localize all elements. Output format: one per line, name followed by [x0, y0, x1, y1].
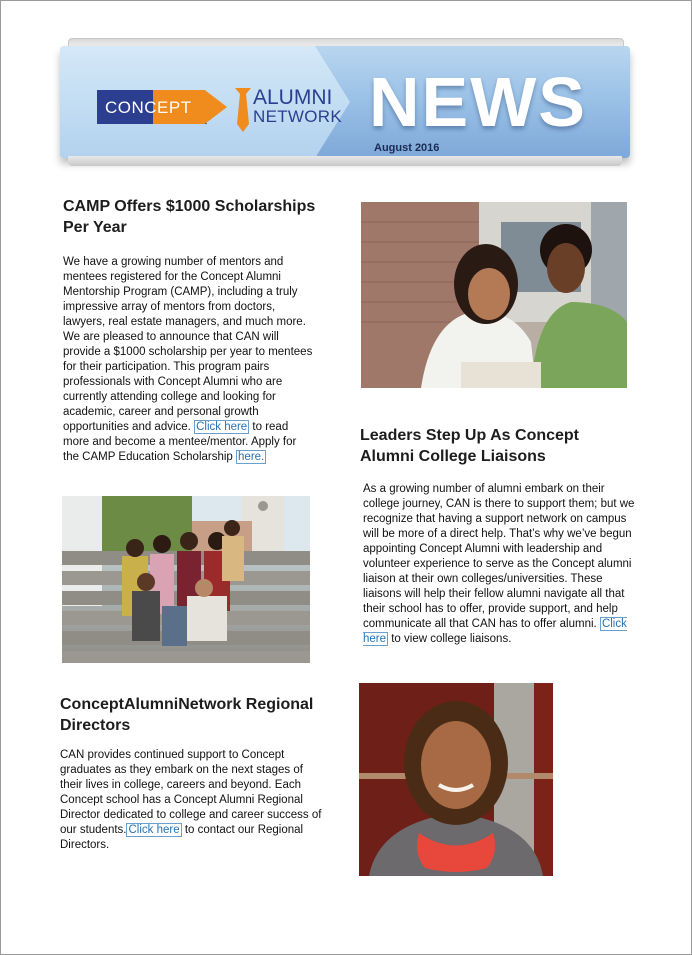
article-text: We have a growing number of mentors and mentees registered for the Concept Alumni Mentorship Program (CAMP), including a truly impressive array of mentors from doctors, lawyers, real estate managers, and much more. We are pleased to announce that CAN will provide a $1000 scholarship per year to mentees for their participation. This program pairs professionals with Concept Alumni who are currently attending college and looking for academic, career and personal growth opportunities and advice.	[63, 256, 313, 433]
camp-read-more-link[interactable]: Click here	[196, 421, 248, 433]
regional-directors-link[interactable]: Click here	[128, 824, 180, 836]
students-talking-image	[361, 202, 627, 388]
news-title: NEWS	[369, 63, 587, 141]
photo-students-talking	[361, 202, 627, 388]
portrait-image	[359, 683, 553, 876]
concept-alumni-network-logo	[97, 86, 342, 126]
article-text: CAN provides continued support to Concept graduates as they embark on the next stages of their lives in college, careers and beyond. Each Concept school has a Concept Alumni Regional Director dedicated to college and career success of our students.	[60, 749, 322, 836]
necktie-icon	[233, 86, 253, 132]
article-title-regional-directors: ConceptAlumniNetwork Regional Directors	[60, 696, 314, 734]
article-title-liaisons: Leaders Step Up As Concept Alumni College Liaisons	[360, 427, 580, 465]
article-body-liaisons	[363, 482, 635, 647]
newsletter-banner	[60, 38, 630, 168]
photo-group-on-steps	[62, 496, 310, 663]
article-body-camp	[63, 255, 315, 465]
banner-panel	[60, 46, 630, 158]
article-text: to contact our Regional Directors.	[60, 824, 304, 851]
article-text: to view college liaisons.	[388, 633, 512, 645]
liaisons-link[interactable]: Click here	[363, 618, 627, 645]
issue-date: August 2016	[374, 142, 440, 154]
article-text: to read more and become a mentee/mentor. Apply for the CAMP Education Scholarship	[63, 421, 297, 463]
camp-scholarship-link[interactable]: here.	[238, 451, 265, 463]
logo-alumni-text: ALUMNI	[253, 86, 333, 109]
article-text: As a growing number of alumni embark on their college journey, CAN is there to support them; but we recognize that having a support network on campus will be more of a direct help. That’s why we’ve begun appointing Concept Alumni with leadership and volunteer experience to serve as the Concept alumni liaison at their own colleges/universities. These liaisons will help their fellow alumni navigate all that their school has to offer, provide support, and help communicate all that CAN has to offer alumni.	[363, 483, 635, 630]
article-body-regional-directors	[60, 748, 322, 853]
group-on-steps-image	[62, 496, 310, 663]
photo-regional-director-portrait	[359, 683, 553, 876]
logo-network-text: NETWORK	[253, 107, 342, 126]
banner-bottom-edge	[68, 156, 622, 166]
article-title-camp: CAMP Offers $1000 Scholarships Per Year	[63, 198, 316, 236]
logo-concept-text: CONCEPT	[105, 98, 192, 117]
